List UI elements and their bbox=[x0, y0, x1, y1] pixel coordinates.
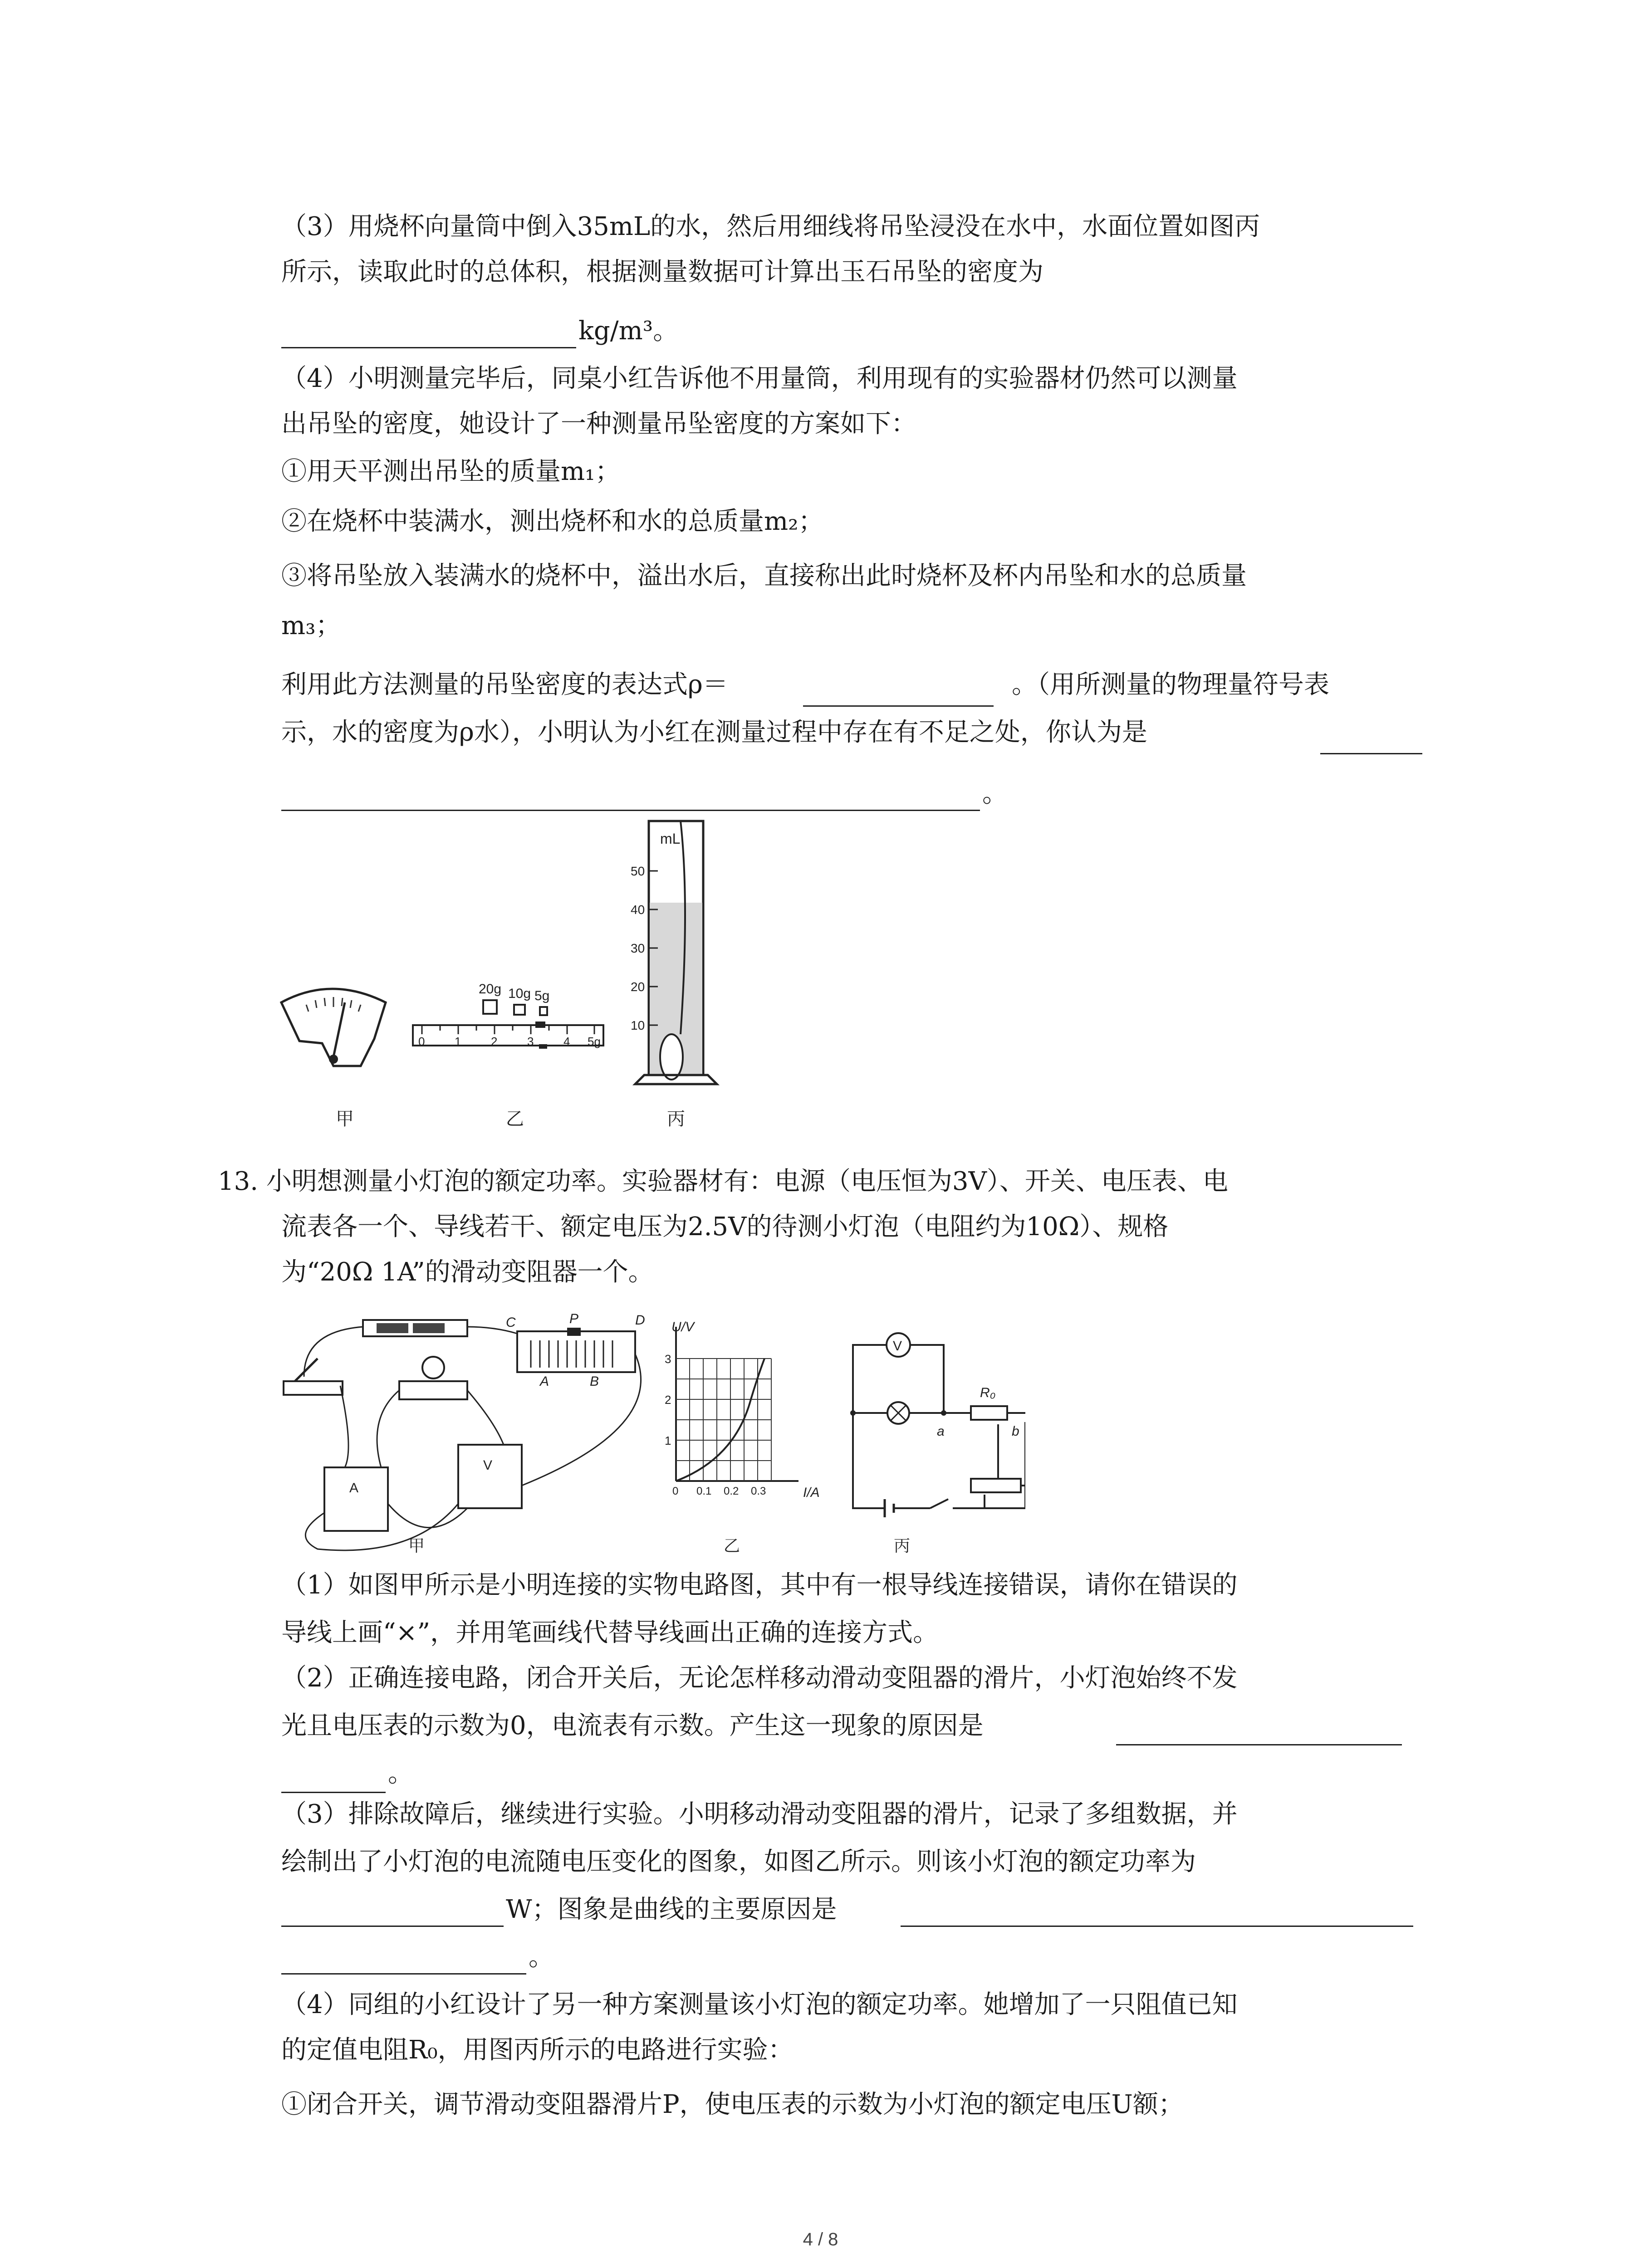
voltmeter bbox=[458, 1445, 522, 1508]
scale-tick-3: 3 bbox=[527, 1035, 534, 1048]
schematic-voltmeter-label: V bbox=[893, 1339, 902, 1354]
fig12-label-yi: 乙 bbox=[506, 1109, 524, 1129]
cylinder-tick-30: 30 bbox=[631, 941, 645, 955]
switch bbox=[284, 1381, 343, 1395]
q12-end-mark: 。 bbox=[982, 779, 1008, 808]
cylinder-tick-20: 20 bbox=[631, 980, 645, 994]
x-tick-0.1: 0.1 bbox=[696, 1485, 712, 1497]
q13-p3-end: 。 bbox=[529, 1942, 554, 1972]
chart-axis-x-label: I/A bbox=[803, 1485, 820, 1500]
y-tick-1: 1 bbox=[665, 1434, 671, 1447]
answer-blank-shortcoming-a[interactable] bbox=[1320, 753, 1422, 754]
q12-step3-line1: ③将吊坠放入装满水的烧杯中，溢出水后，直接称出此时烧杯及杯内吊坠和水的总质量 bbox=[281, 561, 1247, 591]
voltmeter-label: V bbox=[483, 1458, 493, 1473]
rider bbox=[535, 1022, 545, 1028]
weight-label-5g: 5g bbox=[534, 988, 550, 1003]
answer-blank-shortcoming-b[interactable] bbox=[281, 810, 980, 811]
q13-p1-line2: 导线上画“×”，并用笔画线代替导线画出正确的连接方式。 bbox=[281, 1618, 939, 1647]
graduated-cylinder-figure bbox=[631, 821, 717, 1129]
schematic-figure bbox=[850, 1333, 1025, 1555]
scale-tick-0: 0 bbox=[418, 1035, 425, 1048]
answer-blank-expression[interactable] bbox=[803, 705, 994, 707]
terminal-d: D bbox=[635, 1313, 645, 1328]
q12-p4-line1: （4）小明测量完毕后，同桌小红告诉他不用量筒，利用现有的实验器材仍然可以测量 bbox=[281, 364, 1238, 393]
node-a-label: a bbox=[937, 1424, 945, 1439]
weight-label-10g: 10g bbox=[508, 986, 531, 1001]
answer-blank-power[interactable] bbox=[281, 1926, 504, 1927]
weight-10g bbox=[514, 1005, 525, 1015]
fig13-label-jia: 甲 bbox=[408, 1536, 425, 1555]
resistor-r0 bbox=[971, 1406, 1007, 1420]
q13-p2-line2: 光且电压表的示数为0，电流表有示数。产生这一现象的原因是 bbox=[281, 1711, 984, 1740]
scale-tick-2: 2 bbox=[491, 1035, 498, 1048]
q13-p4-line2: 的定值电阻R₀，用图丙所示的电路进行实验： bbox=[281, 2035, 794, 2065]
q13-line2: 流表各一个、导线若干、额定电压为2.5V的待测小灯泡（电阻约为10Ω）、规格 bbox=[281, 1212, 1169, 1242]
weight-20g bbox=[483, 1000, 497, 1014]
q12-p3-unit: kg/m³。 bbox=[578, 316, 679, 346]
scale-tick-5g: 5g bbox=[588, 1035, 601, 1048]
terminal-c: C bbox=[506, 1315, 516, 1330]
q12-p4-line2: 出吊坠的密度，她设计了一种测量吊坠密度的方案如下： bbox=[281, 409, 916, 439]
lamp-bulb bbox=[422, 1357, 444, 1378]
q12-step1: ①用天平测出吊坠的质量m₁； bbox=[281, 457, 621, 486]
cylinder-tick-50: 50 bbox=[631, 864, 645, 878]
answer-blank-fault-a[interactable] bbox=[1116, 1744, 1402, 1745]
terminal-b: B bbox=[590, 1374, 599, 1389]
node-b-label: b bbox=[1012, 1424, 1019, 1439]
fig12-label-bing: 丙 bbox=[667, 1109, 685, 1129]
ammeter-label: A bbox=[349, 1481, 359, 1496]
weights-and-scale-figure bbox=[413, 982, 603, 1129]
figure-q13 bbox=[277, 1313, 1025, 1558]
lamp-base bbox=[399, 1381, 467, 1399]
q12-expr-prefix: 利用此方法测量的吊坠密度的表达式ρ＝ bbox=[281, 670, 728, 699]
pendant bbox=[660, 1034, 683, 1080]
q13-p3-line2: 绘制出了小灯泡的电流随电压变化的图象，如图乙所示。则该小灯泡的额定功率为 bbox=[281, 1847, 1196, 1877]
q13-p4-step1: ①闭合开关，调节滑动变阻器滑片P，使电压表的示数为小灯泡的额定电压U额； bbox=[281, 2090, 1184, 2119]
cylinder-unit: mL bbox=[660, 831, 681, 847]
r0-label: R₀ bbox=[980, 1385, 996, 1400]
q13-p3-unit: W；图象是曲线的主要原因是 bbox=[506, 1895, 837, 1924]
x-tick-0.3: 0.3 bbox=[751, 1485, 766, 1497]
chart-axis-y-label: U/V bbox=[671, 1320, 695, 1334]
physical-circuit-figure bbox=[284, 1313, 645, 1555]
weight-label-20g: 20g bbox=[479, 982, 502, 997]
x-tick-0: 0 bbox=[672, 1485, 679, 1497]
q13-line1: 13. 小明想测量小灯泡的额定功率。实验器材有：电源（电压恒为3V）、开关、电压表、电 bbox=[218, 1167, 1228, 1196]
weight-5g bbox=[540, 1007, 547, 1015]
y-tick-2: 2 bbox=[665, 1393, 671, 1407]
slider-p: P bbox=[569, 1313, 579, 1326]
schematic-rheostat bbox=[971, 1479, 1021, 1492]
answer-blank-curve-reason-b[interactable] bbox=[281, 1973, 526, 1975]
cylinder-tick-10: 10 bbox=[631, 1018, 645, 1032]
q12-p3-line2: 所示，读取此时的总体积，根据测量数据可计算出玉石吊坠的密度为 bbox=[281, 257, 1043, 287]
q12-expr-suffix: 。（用所测量的物理量符号表 bbox=[1012, 670, 1329, 699]
q12-p3-line1: （3）用烧杯向量筒中倒入35mL的水，然后用细线将吊坠浸没在水中，水面位置如图丙 bbox=[281, 212, 1260, 241]
fig13-label-bing: 丙 bbox=[894, 1536, 911, 1555]
beam-scale bbox=[413, 1025, 603, 1046]
q13-p1-line1: （1）如图甲所示是小明连接的实物电路图，其中有一根导线连接错误，请你在错误的 bbox=[281, 1570, 1238, 1600]
q13-p3-line1: （3）排除故障后，继续进行实验。小明移动滑动变阻器的滑片，记录了多组数据，并 bbox=[281, 1799, 1238, 1829]
scale-tick-4: 4 bbox=[563, 1035, 570, 1048]
page-number: 4 / 8 bbox=[803, 2229, 838, 2249]
fig13-label-yi: 乙 bbox=[724, 1536, 740, 1555]
scale-tick-1: 1 bbox=[455, 1035, 461, 1048]
q13-p4-line1: （4）同组的小红设计了另一种方案测量该小灯泡的额定功率。她增加了一只阻值已知 bbox=[281, 1990, 1238, 2019]
q13-line3: 为“20Ω 1A”的滑动变阻器一个。 bbox=[281, 1257, 654, 1287]
balance-dial-figure bbox=[281, 989, 386, 1129]
q12-expr-line2: 示，水的密度为ρ水），小明认为小红在测量过程中存在有不足之处，你认为是 bbox=[281, 718, 1147, 747]
q13-p2-end: 。 bbox=[388, 1759, 413, 1788]
cylinder-tick-40: 40 bbox=[631, 903, 645, 917]
figure-q12 bbox=[272, 812, 749, 1129]
q13-p2-line1: （2）正确连接电路，闭合开关后，无论怎样移动滑动变阻器的滑片，小灯泡始终不发 bbox=[281, 1663, 1238, 1693]
u-i-chart-figure bbox=[665, 1320, 820, 1555]
answer-blank-curve-reason-a[interactable] bbox=[901, 1926, 1413, 1927]
ammeter bbox=[324, 1467, 388, 1531]
fig12-label-jia: 甲 bbox=[336, 1109, 354, 1129]
answer-blank-fault-b[interactable] bbox=[281, 1792, 386, 1793]
q12-step2: ②在烧杯中装满水，测出烧杯和水的总质量m₂； bbox=[281, 507, 824, 536]
x-tick-0.2: 0.2 bbox=[724, 1485, 739, 1497]
terminal-a: A bbox=[540, 1374, 549, 1389]
q12-step3-line2: m₃； bbox=[281, 611, 341, 640]
answer-blank-density[interactable] bbox=[281, 347, 576, 348]
y-tick-3: 3 bbox=[665, 1352, 671, 1366]
